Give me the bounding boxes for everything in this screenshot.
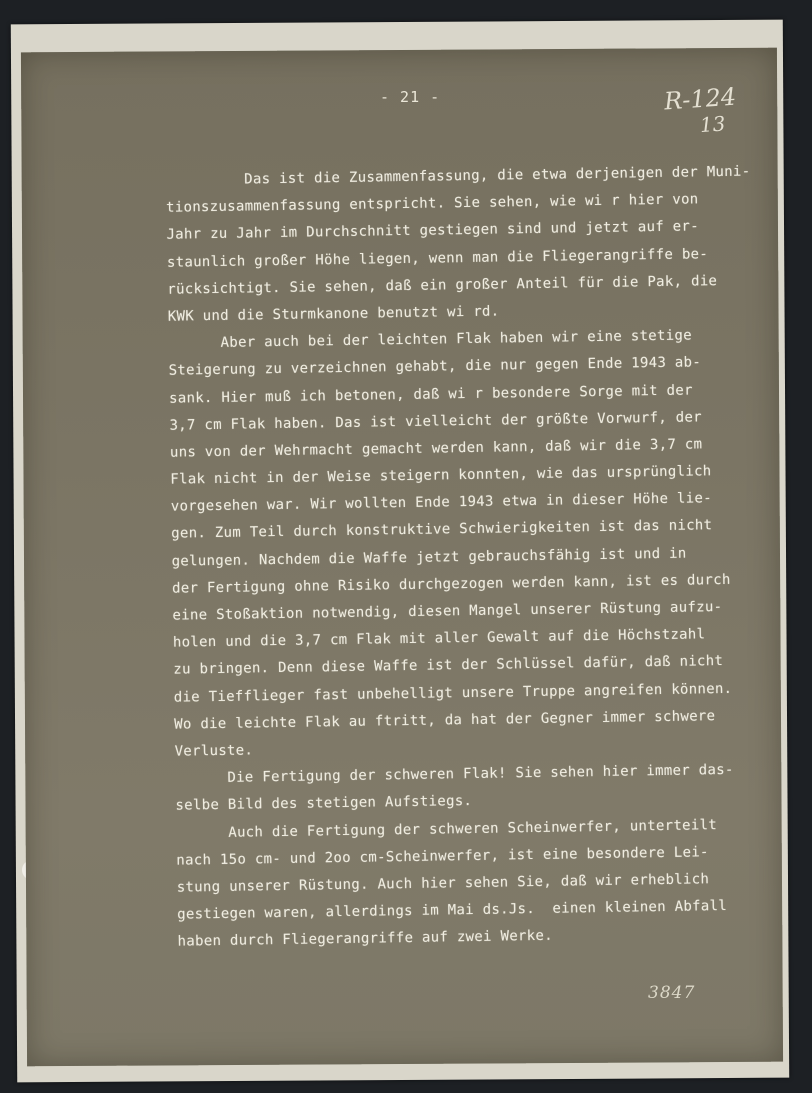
text-line: Wo die leichte Flak au ftritt, da hat der Gegner immer schwere [156,707,716,733]
text-line: Die Fertigung der schweren Flak! Sie sehen hier immer das- [157,762,734,788]
text-line: eine Stoßaktion notwendig, diesen Mangel unserer Rüstung aufzu- [154,599,723,624]
text-line: Aber auch bei der leichten Flak haben wir eine stetige [150,327,693,353]
text-line: sank. Hier muß ich betonen, daß wi r besondere Sorge mit der [151,381,693,407]
text-line: zu bringen. Denn diese Waffe ist der Schlüssel dafür, daß nicht [155,653,724,679]
text-line: holen und die 3,7 cm Flak mit aller Gewalt auf die Höchstzahl [155,626,706,652]
text-line: uns von der Wehrmacht gemacht werden kann, daß wir die 3,7 cm [152,436,703,461]
text-line: gestiegen waren, allerdings im Mai ds.Js. einen kleinen Abfall [159,898,728,923]
text-line: nach 15o cm- und 2oo cm-Scheinwerfer, ist eine besondere Lei- [158,843,709,869]
text-line: Flak nicht in der Weise steigern konnten, wie das ursprünglich [152,463,712,489]
archive-reference-line1: R-124 [663,82,737,116]
text-line: der Fertigung ohne Risiko durchgezogen werden kann, ist es durch [154,571,731,597]
archive-reference [663,84,738,141]
text-line: die Tiefflieger fast unbehelligt unsere Truppe angreifen können. [156,680,733,706]
archive-reference-line2: 13 [699,111,727,138]
folio-number: 3847 [648,983,696,1003]
text-line: 3,7 cm Flak haben. Das ist vielleicht der größte Vorwurf, der [151,409,703,434]
page-number: - 21 - [380,88,441,106]
text-line: Steigerung zu verzeichnen gehabt, die nur gegen Ende 1943 ab- [151,354,702,380]
body-text [148,159,760,957]
text-line: gelungen. Nachdem die Waffe jetzt gebrauchsfähig ist und in [154,545,687,570]
text-line: KWK und die Sturmkanone benutzt wi rd. [150,303,500,325]
text-line: selbe Bild des stetigen Aufstiegs. [157,793,473,815]
text-line: stung unserer Rüstung. Auch hier sehen Sie, daß wir erheblich [159,871,710,896]
text-line: staunlich großer Höhe liegen, wenn man die Fliegerangriffe be- [149,245,709,271]
text-line: gen. Zum Teil durch konstruktive Schwierigkeiten ist das nicht [153,517,713,543]
text-line: vorgesehen war. Wir wollten Ende 1943 etwa in dieser Höhe lie- [153,490,713,516]
text-line: Verluste. [157,742,254,760]
text-line: Jahr zu Jahr im Durchschnitt gestiegen sind und jetzt auf er- [148,218,700,244]
text-line: rücksichtigt. Sie sehen, daß ein großer Anteil für die Pak, die [149,272,718,298]
text-line: Auch die Fertigung der schweren Scheinwerfer, unterteilt [158,816,718,842]
text-line: haben durch Fliegerangriffe auf zwei Werke. [160,927,554,951]
text-line: Das ist die Zusammenfassung, die etwa derjenigen der Muni- [148,163,751,189]
text-line: tionszusammenfassung entspricht. Sie sehen, wie wi r hier von [148,191,699,217]
